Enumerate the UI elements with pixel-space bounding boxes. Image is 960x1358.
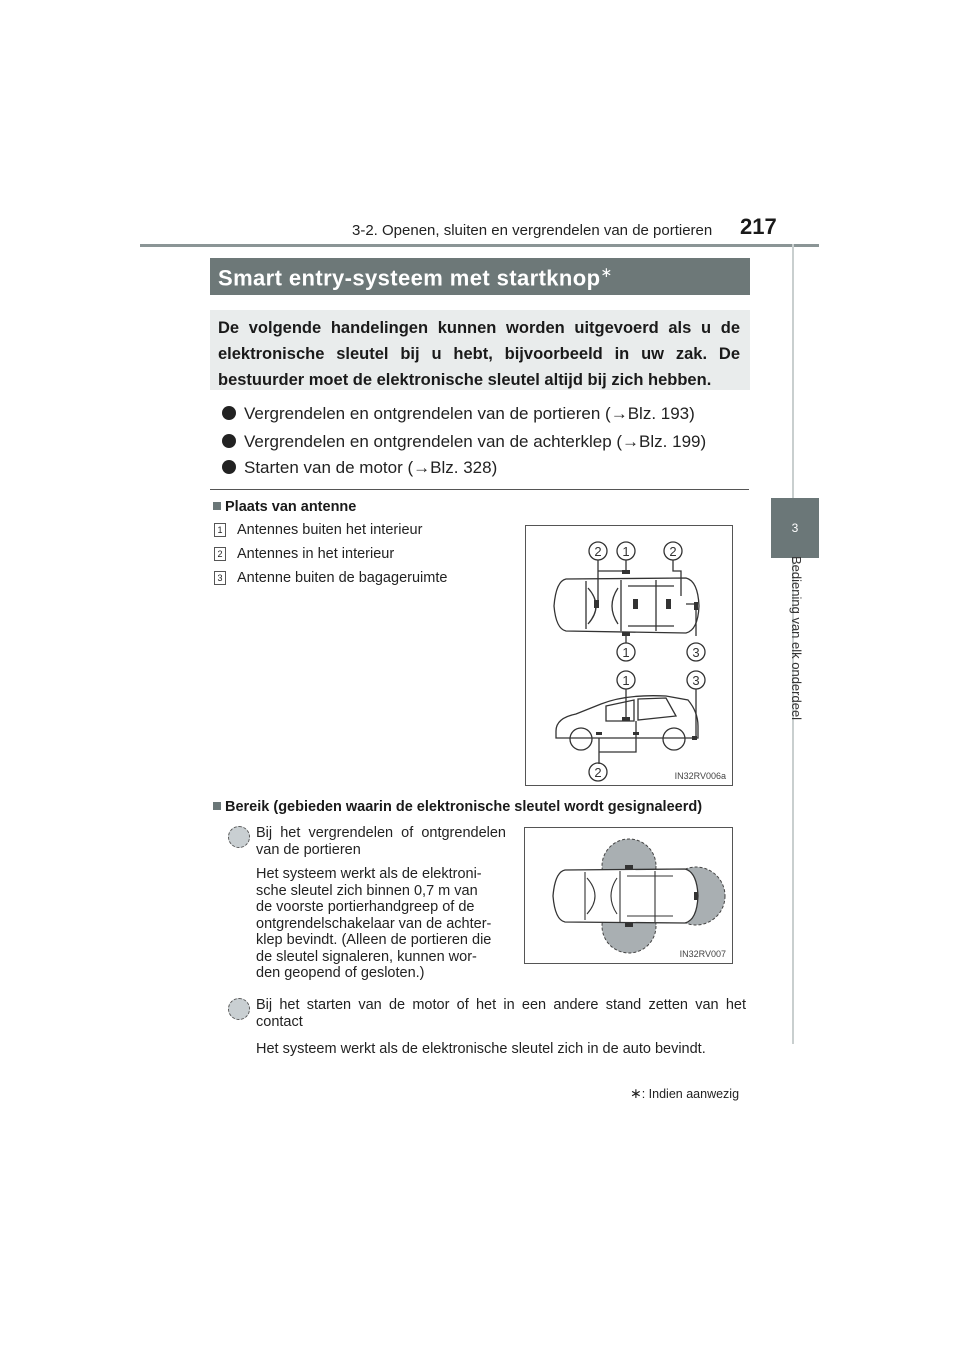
antenna-heading-text: Plaats van antenne	[225, 499, 357, 515]
range-item1-line: de voorste portierhandgreep of de	[256, 899, 475, 915]
bullet-dot-icon	[222, 406, 236, 420]
callout-2: 2	[594, 544, 602, 559]
legend-text: Antenne buiten de bagageruimte	[237, 570, 448, 586]
number-box-icon: 2	[214, 547, 226, 561]
range-item1-line: ontgrendelschakelaar van de achter-	[256, 915, 492, 932]
callout-3: 3	[692, 673, 700, 688]
callout-1: 1	[622, 673, 630, 688]
range-item1-line: Het systeem werkt als de elektroni-	[256, 866, 482, 882]
bullet-dot-icon	[222, 434, 236, 448]
title-asterisk: ∗	[600, 264, 613, 280]
number-box-icon: 1	[214, 523, 226, 537]
section-divider	[210, 489, 749, 490]
footnote-asterisk: ∗	[630, 1085, 642, 1101]
footnote-text: : Indien aanwezig	[641, 1087, 740, 1101]
range-item1-line: den geopend of gesloten.)	[256, 965, 425, 981]
bullet-item	[222, 432, 706, 452]
bullet-item	[222, 404, 695, 424]
dashed-circle-icon	[228, 826, 250, 848]
chapter-label: Bediening van elk onderdeel	[789, 556, 804, 721]
bullet-item	[222, 458, 497, 478]
range-diagram	[525, 828, 732, 963]
bullet-text: Starten van de motor (→Blz. 328)	[244, 458, 498, 477]
antenna-figure	[525, 525, 733, 786]
callout-1: 1	[622, 544, 630, 559]
range-item1-line: de sleutel signaleren, kunnen wor-	[256, 948, 477, 965]
range-item1-line: sche sleutel zich binnen 0,7 m van	[256, 882, 478, 899]
range-item2-body: Het systeem werkt als de elektronische sleutel zich in de auto bevindt.	[256, 1041, 706, 1057]
section-title	[218, 264, 613, 291]
page-number: 217	[740, 214, 777, 239]
bullet-dot-icon	[222, 460, 236, 474]
antenna-diagram	[526, 526, 732, 785]
header-rule	[140, 244, 819, 247]
bullet-text: Vergrendelen en ontgrendelen van de achterklep (→Blz. 199)	[244, 432, 707, 451]
range-heading-text: Bereik (gebieden waarin de elektronische sleutel wordt gesignaleerd)	[225, 799, 703, 815]
legend-item	[214, 546, 394, 562]
range-item1-body	[256, 866, 506, 982]
legend-item	[214, 522, 422, 538]
range-figure	[524, 827, 733, 964]
range-heading	[213, 799, 702, 815]
intro-text: De volgende handelingen kunnen worden uitgevoerd als u de elektronische sleutel bij u hebt, bijvoorbeeld in uw zak. De bestuurder moet de elektronische sleutel altijd bij zich hebben.	[218, 319, 740, 389]
bullet-text: Vergrendelen en ontgrendelen van de portieren (→Blz. 193)	[244, 404, 695, 423]
section-title-text: Smart entry-systeem met startknop	[218, 265, 601, 291]
legend-text: Antennes in het interieur	[237, 546, 395, 562]
intro-box	[210, 310, 750, 390]
square-bullet-icon	[213, 802, 221, 810]
legend-text: Antennes buiten het interieur	[237, 522, 423, 538]
callout-2: 2	[594, 765, 602, 780]
callout-3: 3	[692, 645, 700, 660]
range-item1-title: Bij het vergrendelen of ontgrendelen van de portieren	[256, 825, 506, 858]
legend-item	[214, 570, 447, 586]
callout-2: 2	[669, 544, 677, 559]
footnote	[630, 1085, 739, 1102]
header-section-title: 3-2. Openen, sluiten en vergrendelen van de portieren	[352, 222, 713, 239]
dashed-circle-icon	[228, 998, 250, 1020]
antenna-heading	[213, 499, 356, 515]
number-box-icon: 3	[214, 571, 226, 585]
figure-code: IN32RV007	[679, 949, 726, 959]
figure-code: IN32RV006a	[674, 771, 726, 781]
chapter-tab: 3	[771, 498, 819, 558]
section-title-bar	[210, 258, 750, 295]
callout-1: 1	[622, 645, 630, 660]
square-bullet-icon	[213, 502, 221, 510]
range-item1-line: klep bevindt. (Alleen de portieren die	[256, 932, 492, 948]
range-item2-title: Bij het starten van de motor of het in een andere stand zetten van het contact	[256, 997, 746, 1030]
